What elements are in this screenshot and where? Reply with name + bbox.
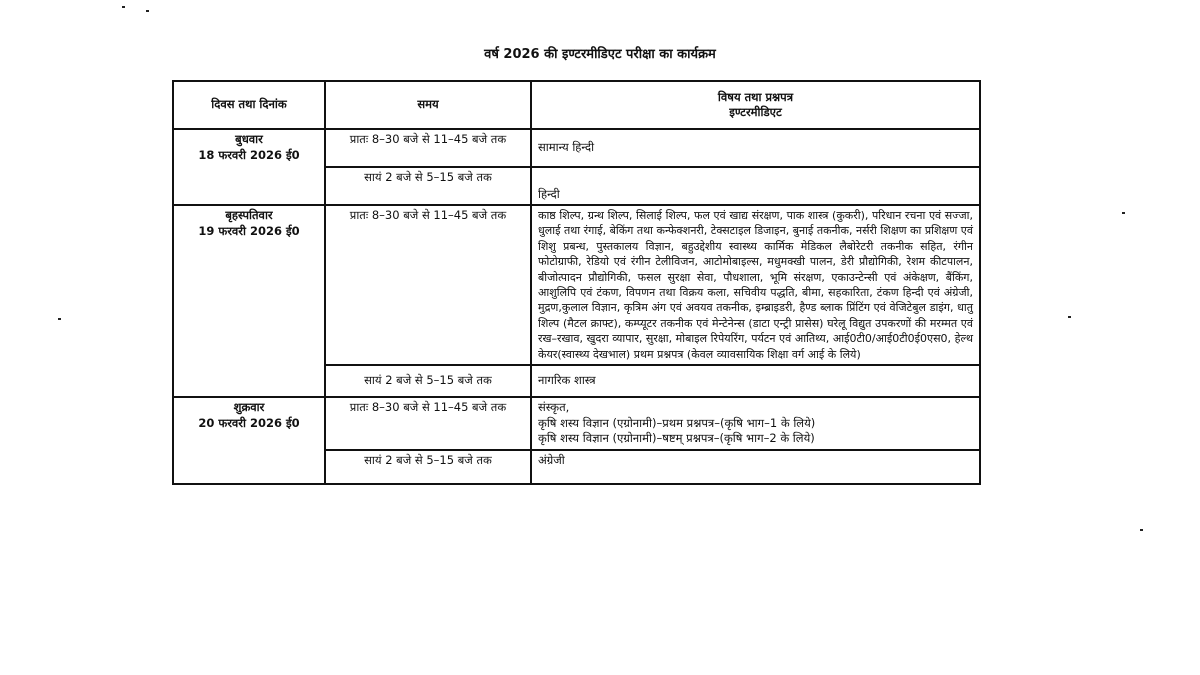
scan-speck bbox=[1068, 316, 1071, 318]
exam-schedule-table bbox=[172, 80, 981, 485]
day-date: 20 फरवरी 2026 ई0 bbox=[198, 415, 300, 430]
time-cell: सायं 2 बजे से 5–15 बजे तक bbox=[325, 450, 531, 484]
subject-cell bbox=[531, 397, 980, 450]
header-subject-line2: इण्टरमीडिएट bbox=[729, 105, 782, 119]
day-cell-wednesday bbox=[173, 129, 325, 205]
table-row bbox=[173, 205, 980, 365]
time-cell: प्रातः 8–30 बजे से 11–45 बजे तक bbox=[325, 205, 531, 365]
subject-cell: काष्ठ शिल्प, ग्रन्थ शिल्प, सिलाई शिल्प, फल एवं खाद्य संरक्षण, पाक शास्त्र (कुकरी), परिधान रचना एवं सज्जा, धुलाई तथा रंगाई, बेकिंग तथा कन्फेक्शनरी, टेक्सटाइल डिजाइन, बुनाई तकनीक, नर्सरी शिक्षण का प्रशिक्षण एवं शिशु प्रबन्ध, पुस्तकालय विज्ञान, बहुउद्देशीय स्वास्थ्य कार्मिक मेडिकल लैबोरेटरी तकनीक सहित, रंगीन फोटोग्राफी, रेडियो एवं रंगीन टेलीविजन, आटोमोबाइल्स, मधुमक्खी पालन, डेरी प्रौद्योगिकी, रेशम कीटपालन, बीजोत्पादन प्रौद्योगिकी, फसल सुरक्षा सेवा, पौधशाला, भूमि संरक्षण, एकाउन्टेन्सी एवं अंकेक्षण, बैंकिंग, आशुलिपि एवं टंकण, विपणन तथा विक्रय कला, सचिवीय पद्धति, बीमा, सहकारिता, टंकण हिन्दी एवं अंग्रेजी, मुद्रण,कुलाल विज्ञान, कृत्रिम अंग एवं अवयव तकनीक, इम्ब्राइडरी, हैण्ड ब्लाक प्रिंटिंग एवं वेजिटेबुल डाइंग, धातु शिल्प (मैटल क्राफ्ट), कम्प्यूटर तकनीक एवं मेन्टेनेन्स (डाटा एन्ट्री प्रासेस) घरेलू विद्युत उपकरणों की मरम्मत एवं रख–रखाव, खुदरा व्यापार, सुरक्षा, मोबाइल रिपेयरिंग, पर्यटन एवं आतिथ्य, आई0टी0/आई0टी0ई0एस0, हेल्थ केयर(स्वास्थ्य देखभाल) प्रथम प्रश्नपत्र (केवल व्यावसायिक शिक्षा वर्ग आई के लिये) bbox=[531, 205, 980, 365]
page-title: वर्ष 2026 की इण्टरमीडिएट परीक्षा का कार्यक्रम bbox=[484, 47, 716, 62]
table-row bbox=[173, 397, 980, 450]
scan-speck bbox=[122, 6, 125, 8]
header-subject bbox=[531, 81, 980, 129]
subject-cell: अंग्रेजी bbox=[531, 450, 980, 484]
table-row bbox=[173, 129, 980, 167]
scan-speck bbox=[58, 318, 61, 320]
day-cell-thursday bbox=[173, 205, 325, 397]
time-cell: प्रातः 8–30 बजे से 11–45 बजे तक bbox=[325, 397, 531, 450]
header-time: समय bbox=[325, 81, 531, 129]
day-cell-friday bbox=[173, 397, 325, 484]
scan-speck bbox=[1122, 212, 1125, 214]
subject-cell: सामान्य हिन्दी bbox=[531, 129, 980, 167]
subject-line: संस्कृत, bbox=[538, 400, 570, 415]
day-name: बृहस्पतिवार bbox=[225, 208, 273, 222]
subject-cell: हिन्दी bbox=[531, 167, 980, 205]
time-cell: प्रातः 8–30 बजे से 11–45 बजे तक bbox=[325, 129, 531, 167]
day-date: 18 फरवरी 2026 ई0 bbox=[198, 147, 300, 162]
day-date: 19 फरवरी 2026 ई0 bbox=[198, 223, 300, 238]
time-cell: सायं 2 बजे से 5–15 बजे तक bbox=[325, 167, 531, 205]
subject-line: कृषि शस्य विज्ञान (एग्रोनामी)–षष्टम् प्रश्नपत्र–(कृषि भाग–2 के लिये) bbox=[538, 431, 815, 446]
header-subject-line1: विषय तथा प्रश्नपत्र bbox=[717, 89, 794, 104]
time-cell: सायं 2 बजे से 5–15 बजे तक bbox=[325, 365, 531, 397]
subject-line: कृषि शस्य विज्ञान (एग्रोनामी)–प्रथम प्रश्नपत्र–(कृषि भाग–1 के लिये) bbox=[538, 415, 816, 430]
table-header-row bbox=[173, 81, 980, 129]
subject-cell: नागरिक शास्त्र bbox=[531, 365, 980, 397]
scan-speck bbox=[1140, 529, 1143, 531]
scan-speck bbox=[146, 10, 149, 12]
header-day-date: दिवस तथा दिनांक bbox=[173, 81, 325, 129]
day-name: शुक्रवार bbox=[233, 400, 265, 415]
day-name: बुधवार bbox=[235, 132, 263, 146]
